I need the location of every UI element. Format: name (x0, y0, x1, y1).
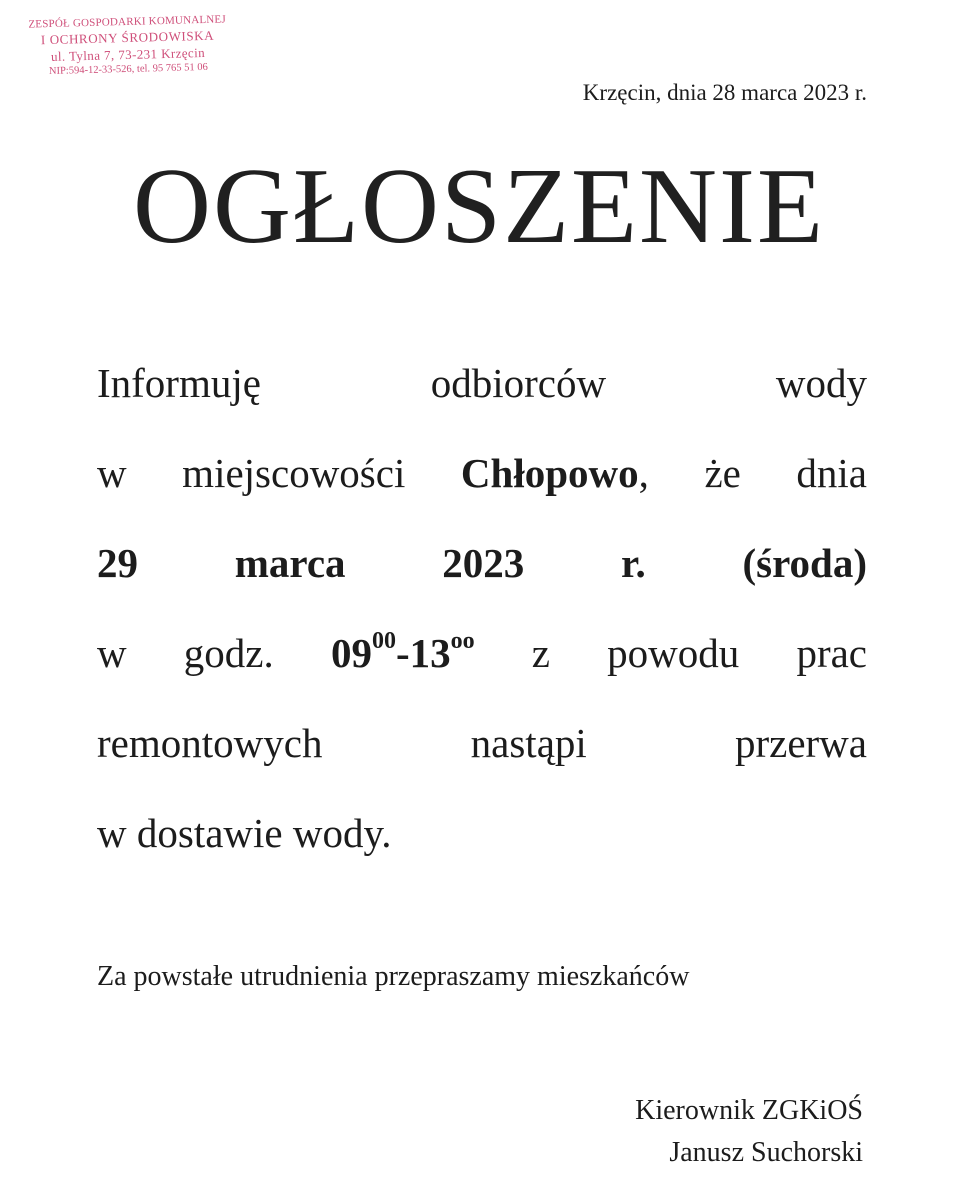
document-date: Krzęcin, dnia 28 marca 2023 r. (582, 80, 867, 105)
outage-date: 29 marca 2023 r. (środa) (97, 540, 867, 586)
stamp-line-organization-2: I OCHRONY ŚRODOWISKA (40, 27, 215, 48)
body-line-4 (97, 608, 867, 698)
signature-block (635, 1090, 863, 1174)
organization-stamp (12, 12, 244, 80)
minutes-end: oo (450, 628, 475, 655)
stamp-line-nip-phone: NIP:594-12-33-526, tel. 95 765 51 06 (48, 61, 208, 78)
announcement-body (97, 338, 867, 878)
minutes-start: 00 (371, 628, 396, 655)
signature-role: Kierownik ZGKiOŚ (635, 1095, 863, 1126)
signature-name: Janusz Suchorski (669, 1137, 863, 1168)
body-line-2 (97, 428, 867, 518)
stamp-line-organization: ZESPÓŁ GOSPODARKI KOMUNALNEJ (28, 13, 227, 31)
hour-end: -13 (395, 630, 451, 676)
document-title: OGŁOSZENIE (133, 147, 825, 266)
hour-start: 09 (330, 630, 372, 676)
stamp-line-address: ul. Tylna 7, 73-231 Krzęcin (50, 44, 206, 64)
body-line-5: remontowych nastąpi przerwa (97, 720, 867, 766)
body-line-6: w dostawie wody. (97, 810, 392, 856)
apology-note: Za powstałe utrudnienia przepraszamy mieszkańców (97, 961, 690, 992)
body-text: , że dnia (638, 450, 867, 496)
body-text: w miejscowości (97, 450, 461, 496)
village-name: Chłopowo (460, 450, 639, 496)
outage-hours (331, 630, 475, 676)
body-line-3 (97, 518, 867, 608)
body-text: z powodu prac (474, 630, 868, 676)
body-text: w godz. (97, 630, 331, 676)
body-line-1: Informuję odbiorców wody (97, 360, 867, 406)
